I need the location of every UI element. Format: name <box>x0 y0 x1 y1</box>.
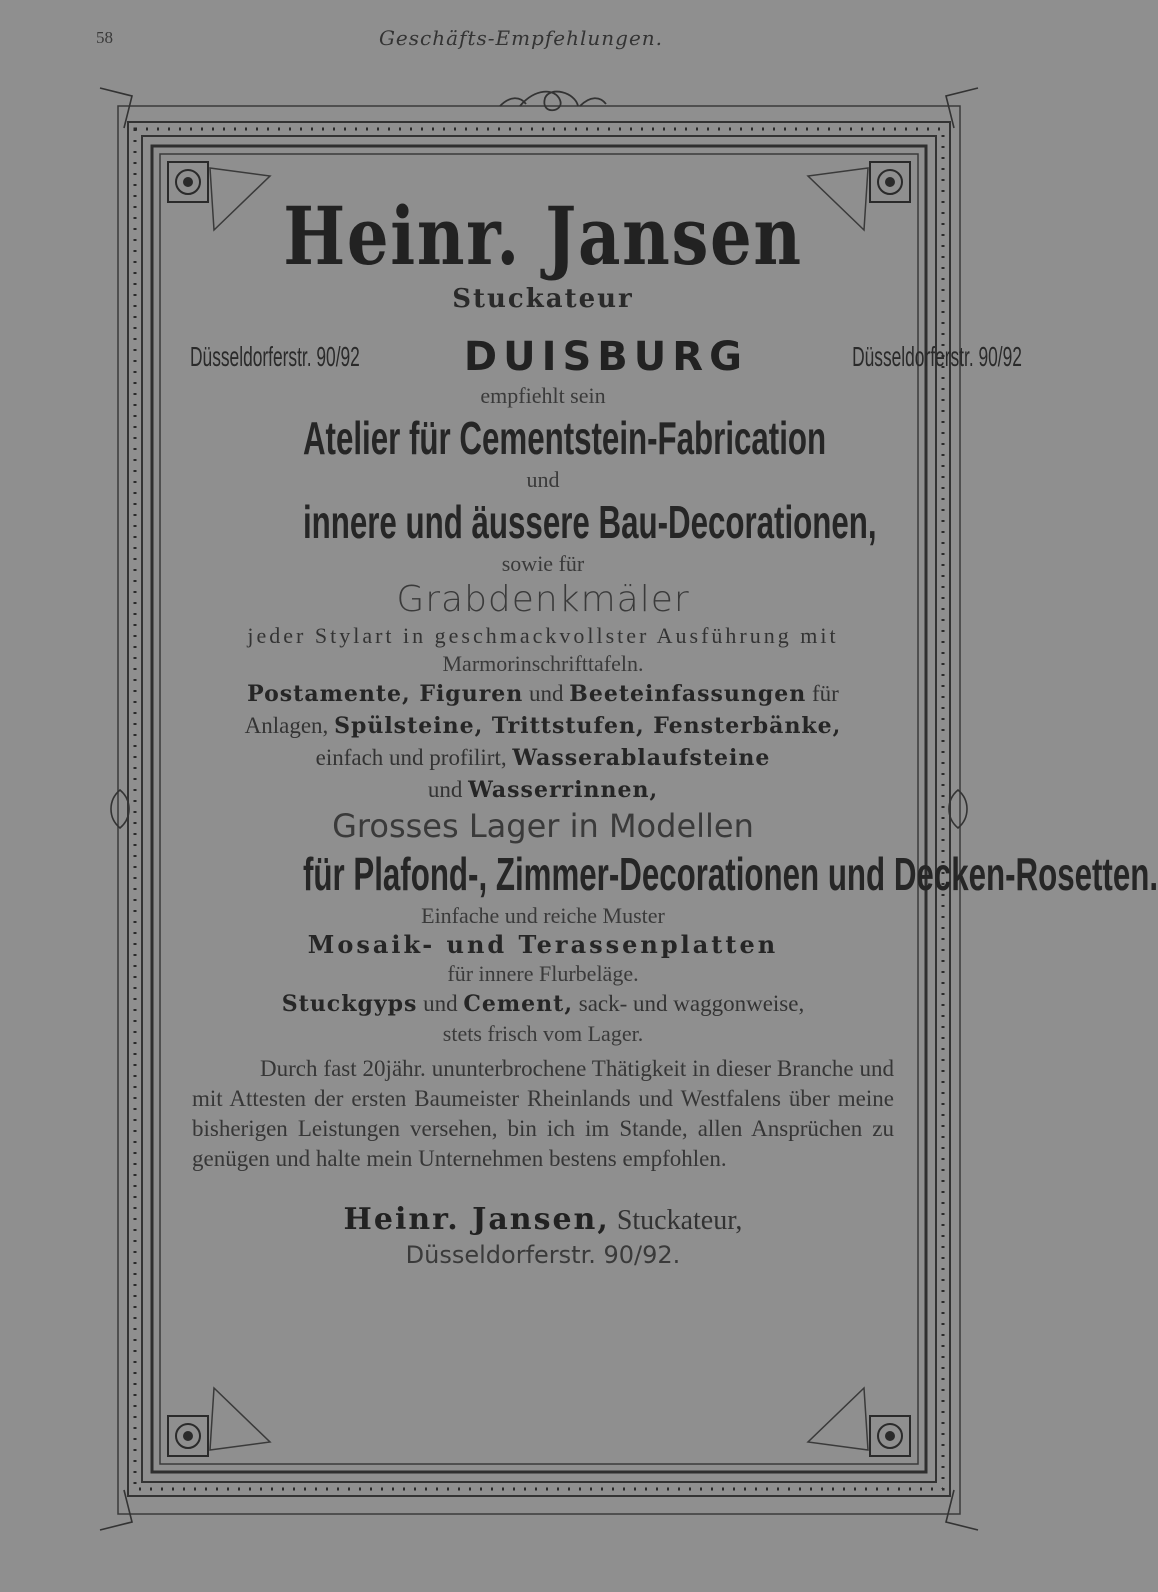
signature-name: Heinr. Jansen, <box>343 1202 610 1237</box>
postamente-bold: Postamente, Figuren <box>247 681 524 707</box>
und-text-2: und <box>427 777 463 802</box>
signature-address: Düsseldorferstr. 90/92. <box>405 1241 681 1269</box>
style-line: jeder Stylart in geschmackvollster Ausführung mit <box>247 623 839 648</box>
intro-text: empfiehlt sein <box>480 383 606 408</box>
postamente-line <box>190 678 896 710</box>
grosses-lager-heading: Grosses Lager in Modellen <box>332 807 754 845</box>
signature-title: Stuckateur, <box>616 1205 743 1236</box>
stuckgyps-bold: Stuckgyps <box>281 991 418 1017</box>
spuelsteine-bold: Spülsteine, Trittstufen, Fensterbänke, <box>334 713 842 739</box>
einfach-text: einfach und profilirt, <box>315 745 507 770</box>
decorations-heading: innere und äussere Bau-Decorationen, <box>302 496 877 548</box>
connector-und: und <box>526 467 560 492</box>
cement-bold: Cement, <box>463 991 573 1017</box>
stuckgyps-und: und <box>423 991 458 1016</box>
flurbelaege-line: für innere Flurbeläge. <box>447 961 639 986</box>
atelier-heading: Atelier für Cementstein-Fabrication <box>302 412 827 464</box>
mosaik-heading: Mosaik- und Terassenplatten <box>307 930 779 959</box>
grabdenkmaeler-heading: Grabdenkmäler <box>396 579 690 620</box>
frisch-line: stets frisch vom Lager. <box>442 1021 644 1046</box>
running-title: Geschäfts-Empfehlungen. <box>378 26 664 50</box>
connector-sowie: sowie für <box>501 551 585 576</box>
fuer-text: für <box>812 681 839 706</box>
wasserablauf-bold: Wasserablaufsteine <box>512 745 771 771</box>
profession: Stuckateur <box>452 284 634 314</box>
advertiser-name: Heinr. Jansen <box>283 189 803 283</box>
muster-line: Einfache und reiche Muster <box>421 903 665 928</box>
flourish-icon <box>500 92 606 111</box>
page-number: 58 <box>96 28 113 47</box>
wasserrinnen-bold: Wasserrinnen, <box>468 777 659 803</box>
signature-line <box>190 1202 896 1239</box>
stuckgyps-line <box>190 988 896 1020</box>
address-right: Düsseldorferstr. 90/92 <box>851 341 1022 372</box>
address-left: Düsseldorferstr. 90/92 <box>190 341 360 372</box>
address-row <box>190 332 1022 382</box>
postamente-und: und <box>529 681 564 706</box>
anlagen-line <box>190 710 896 742</box>
body-paragraph: Durch fast 20jähr. ununterbrochene Thätigkeit in dieser Branche und mit Attesten der ersten Baumeister Rheinlands und Westfalens über meine bisherigen Leistungen versehen, bin ich im Stande, allen Ansprüchen zu genügen und halte mein Unternehmen bestens empfohlen. <box>192 1056 894 1171</box>
advertisement <box>190 188 1158 1420</box>
sack-text: sack- und waggonweise, <box>578 991 805 1016</box>
plafond-heading: für Plafond-, Zimmer-Decorationen und Decken-Rosetten. <box>302 848 1158 900</box>
anlagen-text: Anlagen, <box>244 713 329 738</box>
marmor-line: Marmorinschrifttafeln. <box>442 651 644 676</box>
einfach-line <box>190 742 896 774</box>
city: DUISBURG <box>463 334 748 380</box>
beeteinfassungen-bold: Beeteinfassungen <box>569 681 807 707</box>
wasserrinnen-line <box>190 774 896 806</box>
